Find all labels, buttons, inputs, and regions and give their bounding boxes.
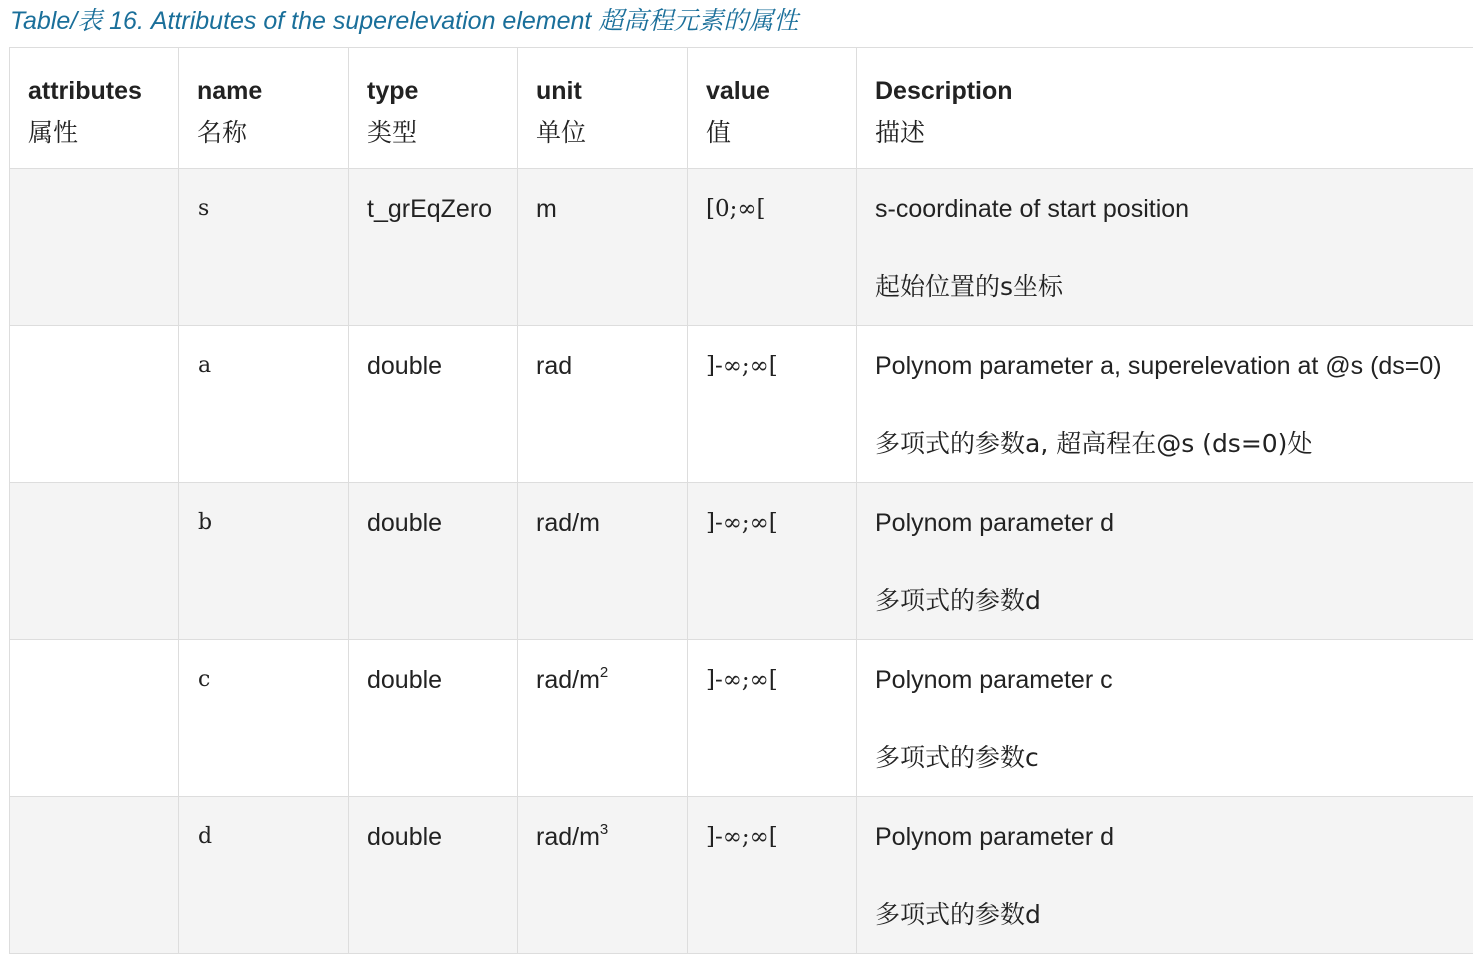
header-label-zh: 值 bbox=[706, 112, 838, 154]
unit-exponent: 3 bbox=[600, 821, 608, 838]
table-row bbox=[10, 640, 1473, 797]
name-cell: d bbox=[179, 797, 349, 954]
unit-cell bbox=[518, 797, 688, 954]
attribute-cell bbox=[10, 483, 179, 640]
name-cell: a bbox=[179, 326, 349, 483]
header-type bbox=[349, 48, 518, 169]
value-cell: ]-∞;∞[ bbox=[688, 797, 857, 954]
header-label-en: name bbox=[197, 70, 330, 112]
attributes-table bbox=[9, 47, 1473, 954]
table-row bbox=[10, 797, 1473, 954]
type-cell: double bbox=[349, 483, 518, 640]
unit-base: rad/m bbox=[536, 509, 600, 537]
unit-cell bbox=[518, 169, 688, 326]
value-cell: ]-∞;∞[ bbox=[688, 326, 857, 483]
header-label-zh: 单位 bbox=[536, 112, 669, 154]
header-label-en: type bbox=[367, 70, 499, 112]
value-cell: ]-∞;∞[ bbox=[688, 640, 857, 797]
type-cell: double bbox=[349, 326, 518, 483]
header-attributes bbox=[10, 48, 179, 169]
value-cell: [0;∞[ bbox=[688, 169, 857, 326]
unit-base: rad/m bbox=[536, 823, 600, 851]
description-en: s-coordinate of start position bbox=[875, 193, 1455, 225]
header-name bbox=[179, 48, 349, 169]
type-cell: double bbox=[349, 640, 518, 797]
header-label-zh: 类型 bbox=[367, 112, 499, 154]
header-label-zh: 名称 bbox=[197, 112, 330, 154]
description-zh: 多项式的参数a, 超高程在@s (ds=0)处 bbox=[875, 428, 1455, 460]
table-caption: Table/表 16. Attributes of the superelevation element 超高程元素的属性 bbox=[10, 4, 798, 38]
description-cell bbox=[857, 169, 1473, 326]
description-zh: 多项式的参数d bbox=[875, 585, 1455, 617]
name-cell: c bbox=[179, 640, 349, 797]
header-label-en: Description bbox=[875, 70, 1455, 112]
header-row bbox=[10, 48, 1473, 169]
table-header bbox=[10, 48, 1473, 169]
attribute-cell bbox=[10, 797, 179, 954]
header-description bbox=[857, 48, 1473, 169]
header-label-en: unit bbox=[536, 70, 669, 112]
unit-base: m bbox=[536, 195, 557, 223]
attribute-cell bbox=[10, 169, 179, 326]
unit-cell bbox=[518, 326, 688, 483]
header-label-en: attributes bbox=[28, 70, 160, 112]
description-cell bbox=[857, 326, 1473, 483]
unit-base: rad bbox=[536, 352, 572, 380]
attribute-cell bbox=[10, 640, 179, 797]
description-zh: 起始位置的s坐标 bbox=[875, 271, 1455, 303]
unit-exponent: 2 bbox=[600, 664, 608, 681]
name-cell: s bbox=[179, 169, 349, 326]
type-cell: double bbox=[349, 797, 518, 954]
description-cell bbox=[857, 640, 1473, 797]
name-cell: b bbox=[179, 483, 349, 640]
description-zh: 多项式的参数c bbox=[875, 742, 1455, 774]
description-en: Polynom parameter c bbox=[875, 664, 1455, 696]
header-label-zh: 属性 bbox=[28, 112, 160, 154]
table-row bbox=[10, 483, 1473, 640]
description-zh: 多项式的参数d bbox=[875, 899, 1455, 931]
attribute-cell bbox=[10, 326, 179, 483]
attributes-table-container bbox=[9, 47, 1473, 954]
description-en: Polynom parameter d bbox=[875, 507, 1455, 539]
description-en: Polynom parameter a, superelevation at @s (ds=0) bbox=[875, 350, 1455, 382]
description-cell bbox=[857, 797, 1473, 954]
header-unit bbox=[518, 48, 688, 169]
description-cell bbox=[857, 483, 1473, 640]
unit-base: rad/m bbox=[536, 666, 600, 694]
type-cell: t_grEqZero bbox=[349, 169, 518, 326]
table-row bbox=[10, 169, 1473, 326]
table-body bbox=[10, 169, 1473, 954]
header-label-en: value bbox=[706, 70, 838, 112]
header-label-zh: 描述 bbox=[875, 112, 1455, 154]
unit-cell bbox=[518, 640, 688, 797]
value-cell: ]-∞;∞[ bbox=[688, 483, 857, 640]
table-row bbox=[10, 326, 1473, 483]
header-value bbox=[688, 48, 857, 169]
description-en: Polynom parameter d bbox=[875, 821, 1455, 853]
unit-cell bbox=[518, 483, 688, 640]
